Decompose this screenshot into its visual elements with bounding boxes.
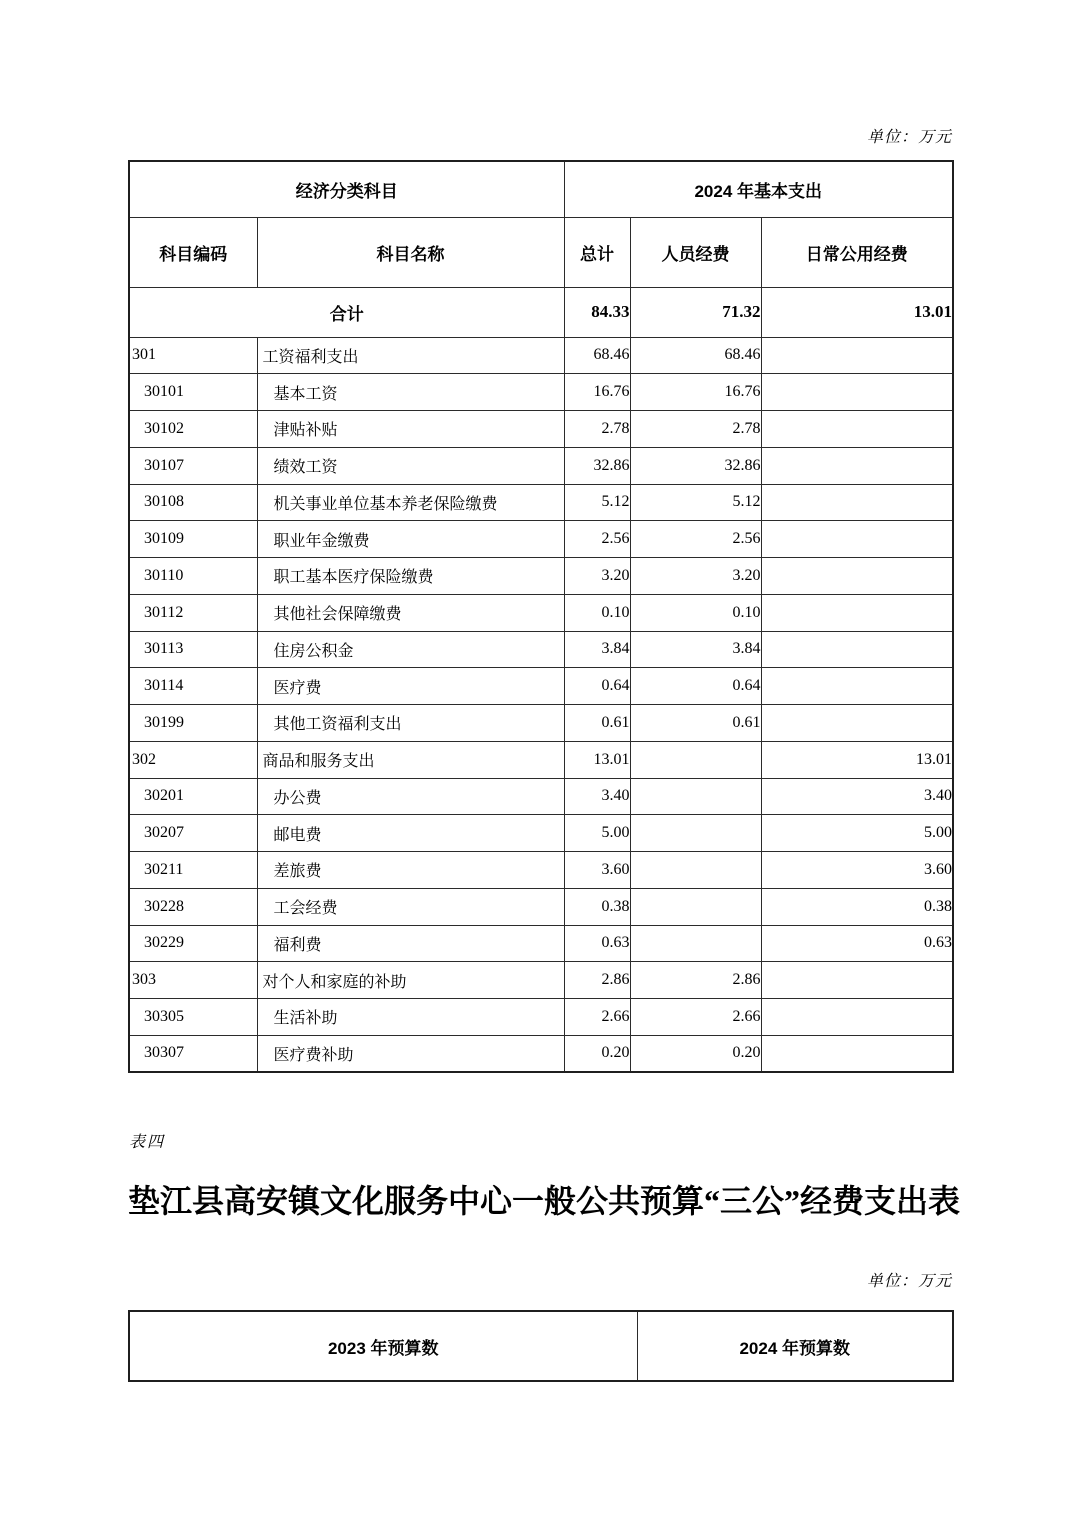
table4-label: 表四: [129, 1134, 166, 1151]
subject-code: 30211: [129, 852, 257, 889]
subject-name: 工资福利支出: [257, 337, 564, 374]
table-row: [129, 888, 953, 925]
unit-label-bottom: 单位：万元: [866, 1273, 952, 1290]
daily-value: [761, 447, 953, 484]
daily-value: [761, 962, 953, 999]
subject-code: 30307: [129, 1035, 257, 1072]
sangong-header-row: [129, 1311, 953, 1381]
daily-value: [761, 521, 953, 558]
subject-name: 津贴补贴: [257, 411, 564, 448]
personnel-value: 2.86: [630, 962, 761, 999]
total-value: 0.61: [564, 705, 630, 742]
subject-name: 基本工资: [257, 374, 564, 411]
total-row-personnel-value: 71.32: [630, 287, 761, 337]
daily-value: 0.38: [761, 888, 953, 925]
subject-name: 福利费: [257, 925, 564, 962]
subject-code: 30107: [129, 447, 257, 484]
header-2024-basic-expenditure: 2024 年基本支出: [564, 161, 953, 217]
personnel-value: 2.66: [630, 999, 761, 1036]
daily-value: 3.60: [761, 852, 953, 889]
personnel-value: 0.20: [630, 1035, 761, 1072]
subject-name: 绩效工资: [257, 447, 564, 484]
personnel-value: 5.12: [630, 484, 761, 521]
subject-code: 303: [129, 962, 257, 999]
subject-code: 30102: [129, 411, 257, 448]
total-value: 5.00: [564, 815, 630, 852]
total-value: 2.86: [564, 962, 630, 999]
subject-name: 医疗费补助: [257, 1035, 564, 1072]
personnel-value: 3.84: [630, 631, 761, 668]
header-2023-budget: 2023 年预算数: [129, 1311, 637, 1381]
daily-value: 13.01: [761, 741, 953, 778]
subject-name: 住房公积金: [257, 631, 564, 668]
total-value: 2.56: [564, 521, 630, 558]
daily-value: [761, 374, 953, 411]
total-value: 2.66: [564, 999, 630, 1036]
subject-name: 职工基本医疗保险缴费: [257, 558, 564, 595]
header-subject-name: 科目名称: [257, 217, 564, 287]
table-row: [129, 374, 953, 411]
personnel-value: 68.46: [630, 337, 761, 374]
total-value: 3.40: [564, 778, 630, 815]
subject-name: 生活补助: [257, 999, 564, 1036]
total-value: 0.10: [564, 594, 630, 631]
unit-label-top: 单位：万元: [866, 129, 952, 146]
personnel-value: [630, 815, 761, 852]
subject-code: 30109: [129, 521, 257, 558]
total-row: [129, 287, 953, 337]
subject-name: 商品和服务支出: [257, 741, 564, 778]
basic-expenditure-table: [128, 160, 954, 1073]
total-value: 0.64: [564, 668, 630, 705]
table-row: [129, 484, 953, 521]
header-subject-code: 科目编码: [129, 217, 257, 287]
table-row: [129, 741, 953, 778]
table-row: [129, 594, 953, 631]
table-row: [129, 521, 953, 558]
daily-value: [761, 1035, 953, 1072]
subject-name: 差旅费: [257, 852, 564, 889]
table-row: [129, 668, 953, 705]
subject-name: 职业年金缴费: [257, 521, 564, 558]
header-total: 总计: [564, 217, 630, 287]
daily-value: [761, 631, 953, 668]
personnel-value: 32.86: [630, 447, 761, 484]
subject-code: 301: [129, 337, 257, 374]
personnel-value: 0.10: [630, 594, 761, 631]
total-value: 0.20: [564, 1035, 630, 1072]
column-header-row: [129, 217, 953, 287]
subject-code: 30229: [129, 925, 257, 962]
table-row: [129, 999, 953, 1036]
daily-value: [761, 594, 953, 631]
daily-value: [761, 411, 953, 448]
total-value: 0.63: [564, 925, 630, 962]
total-row-total-value: 84.33: [564, 287, 630, 337]
daily-value: 5.00: [761, 815, 953, 852]
daily-value: [761, 337, 953, 374]
total-value: 2.78: [564, 411, 630, 448]
subject-code: 302: [129, 741, 257, 778]
subject-name: 其他社会保障缴费: [257, 594, 564, 631]
daily-value: 0.63: [761, 925, 953, 962]
total-value: 16.76: [564, 374, 630, 411]
personnel-value: [630, 852, 761, 889]
total-value: 3.20: [564, 558, 630, 595]
personnel-value: [630, 925, 761, 962]
personnel-value: [630, 888, 761, 925]
table-row: [129, 631, 953, 668]
subject-code: 30114: [129, 668, 257, 705]
subject-code: 30199: [129, 705, 257, 742]
table-row: [129, 962, 953, 999]
total-value: 32.86: [564, 447, 630, 484]
table-row: [129, 411, 953, 448]
daily-value: 3.40: [761, 778, 953, 815]
total-value: 0.38: [564, 888, 630, 925]
subject-name: 邮电费: [257, 815, 564, 852]
header-2024-budget: 2024 年预算数: [637, 1311, 953, 1381]
personnel-value: [630, 778, 761, 815]
subject-code: 30113: [129, 631, 257, 668]
total-value: 5.12: [564, 484, 630, 521]
subject-code: 30108: [129, 484, 257, 521]
header-daily-public-expense: 日常公用经费: [761, 217, 953, 287]
sangong-budget-table: [128, 1310, 954, 1382]
sangong-table-title: 垫江县高安镇文化服务中心一般公共预算“三公”经费支出表: [128, 1183, 961, 1219]
subject-name: 对个人和家庭的补助: [257, 962, 564, 999]
total-value: 13.01: [564, 741, 630, 778]
subject-name: 机关事业单位基本养老保险缴费: [257, 484, 564, 521]
personnel-value: [630, 741, 761, 778]
subject-code: 30201: [129, 778, 257, 815]
total-value: 3.84: [564, 631, 630, 668]
subject-name: 其他工资福利支出: [257, 705, 564, 742]
subject-name: 办公费: [257, 778, 564, 815]
daily-value: [761, 999, 953, 1036]
total-value: 68.46: [564, 337, 630, 374]
header-economic-classification: 经济分类科目: [129, 161, 564, 217]
subject-code: 30207: [129, 815, 257, 852]
table-row: [129, 778, 953, 815]
subject-name: 工会经费: [257, 888, 564, 925]
table-row: [129, 705, 953, 742]
table-row: [129, 337, 953, 374]
daily-value: [761, 484, 953, 521]
table-row: [129, 1035, 953, 1072]
table-row: [129, 447, 953, 484]
subject-code: 30305: [129, 999, 257, 1036]
subject-code: 30101: [129, 374, 257, 411]
personnel-value: 0.61: [630, 705, 761, 742]
total-row-daily-value: 13.01: [761, 287, 953, 337]
personnel-value: 2.56: [630, 521, 761, 558]
table-row: [129, 558, 953, 595]
table-row: [129, 815, 953, 852]
group-header-row: [129, 161, 953, 217]
table-row: [129, 925, 953, 962]
personnel-value: 0.64: [630, 668, 761, 705]
header-personnel-expense: 人员经费: [630, 217, 761, 287]
daily-value: [761, 558, 953, 595]
daily-value: [761, 705, 953, 742]
subject-code: 30112: [129, 594, 257, 631]
subject-code: 30228: [129, 888, 257, 925]
total-row-label: 合计: [129, 287, 564, 337]
personnel-value: 2.78: [630, 411, 761, 448]
table-row: [129, 852, 953, 889]
daily-value: [761, 668, 953, 705]
subject-name: 医疗费: [257, 668, 564, 705]
personnel-value: 16.76: [630, 374, 761, 411]
personnel-value: 3.20: [630, 558, 761, 595]
subject-code: 30110: [129, 558, 257, 595]
total-value: 3.60: [564, 852, 630, 889]
